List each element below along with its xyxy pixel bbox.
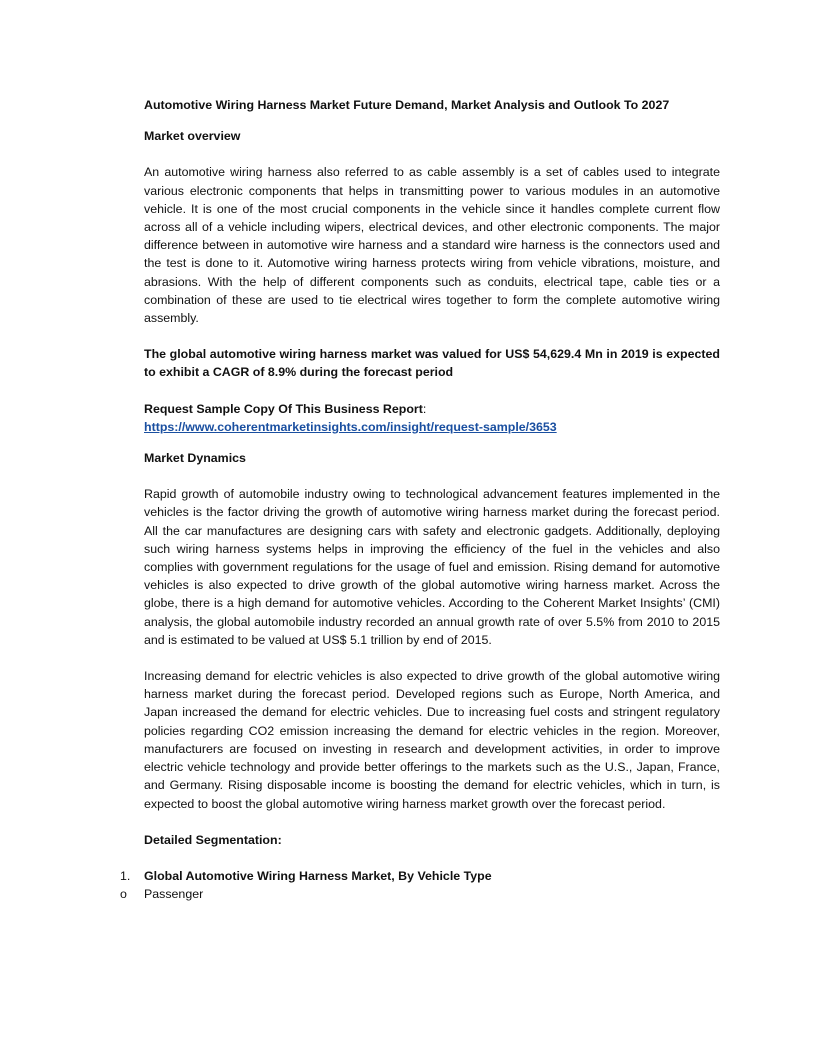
spacer — [144, 436, 720, 449]
request-sample-label: Request Sample Copy Of This Business Report — [144, 401, 423, 416]
spacer — [144, 849, 720, 867]
spacer — [144, 382, 720, 400]
sub-list-item-text: Passenger — [144, 887, 204, 902]
spacer — [144, 467, 720, 485]
request-sample-block — [144, 400, 720, 436]
overview-paragraph: An automotive wiring harness also referred to as cable assembly is a set of cables used to integrate various electronic components that helps in transmitting power to various modules in an automotive vehicle. It is one of the most crucial components in the vehicle since it handles complete current flow across all of a vehicle including wipers, electrical devices, and other electronic components. The major difference between in automotive wire harness and a standard wire harness is the connectors used and the test is done to it. Automotive wiring harness protects wiring from vehicle vibrations, moisture, and abrasions. With the help of different components such as conduits, electrical tape, cable ties or a combination of these are used to tie electrical wires together to form the complete automotive wiring assembly. — [144, 165, 720, 326]
list-item — [120, 867, 720, 885]
spacer — [144, 114, 720, 127]
dynamics-paragraph-2: Increasing demand for electric vehicles is also expected to drive growth of the global automotive wiring harness market during the forecast period. Developed regions such as Europe, North America, and Japan increased the demand for electric vehicles. Due to increasing fuel costs and stringent regulatory policies regarding CO2 emission increasing the demand for electric vehicles in the region. Moreover, manufacturers are focused on investing in research and development activities, in order to improve electric vehicle technology and provide better offerings to the markets such as the U.S., Japan, France, and Germany. Rising disposable income is boosting the demand for electric vehicles, which in turn, is expected to boost the global automotive wiring harness market growth over the forecast period. — [144, 669, 720, 811]
dynamics-heading: Market Dynamics — [144, 451, 246, 466]
bullet-marker: o — [120, 887, 127, 902]
list-number: 1. — [120, 868, 131, 883]
list-item-text: Global Automotive Wiring Harness Market, By Vehicle Type — [144, 868, 492, 883]
spacer — [144, 327, 720, 345]
overview-heading: Market overview — [144, 129, 241, 144]
spacer — [144, 813, 720, 831]
spacer — [144, 649, 720, 667]
sub-list-item — [120, 885, 720, 903]
dynamics-paragraph-1: Rapid growth of automobile industry owing to technological advancement features implemented in the vehicles is the factor driving the growth of automotive wiring harness market during the forecast period. All the car manufactures are designing cars with safety and electronic gadgets. Additionally, deploying such wiring harness systems helps in improving the efficiency of the fuel in the vehicles and also complies with government regulations for the usage of fuel and emission. Rising demand for automotive vehicles is also expected to drive growth of the global automotive wiring harness market. Across the globe, there is a high demand for automotive vehicles. According to the Coherent Market Insights’ (CMI) analysis, the global automobile industry recorded an annual growth rate of over 5.5% from 2010 to 2015 and is estimated to be valued at US$ 5.1 trillion by end of 2015. — [144, 487, 720, 647]
spacer — [144, 145, 720, 163]
market-value-highlight: The global automotive wiring harness market was valued for US$ 54,629.4 Mn in 2019 is expected to exhibit a CAGR of 8.9% during the forecast period — [144, 347, 720, 380]
document-page — [120, 96, 720, 903]
request-sample-colon: : — [422, 401, 427, 416]
document-title: Automotive Wiring Harness Market Future Demand, Market Analysis and Outlook To 2027 — [144, 98, 670, 112]
segmentation-heading: Detailed Segmentation: — [144, 832, 282, 847]
request-sample-link[interactable]: https://www.coherentmarketinsights.com/insight/request-sample/3653 — [144, 419, 557, 434]
